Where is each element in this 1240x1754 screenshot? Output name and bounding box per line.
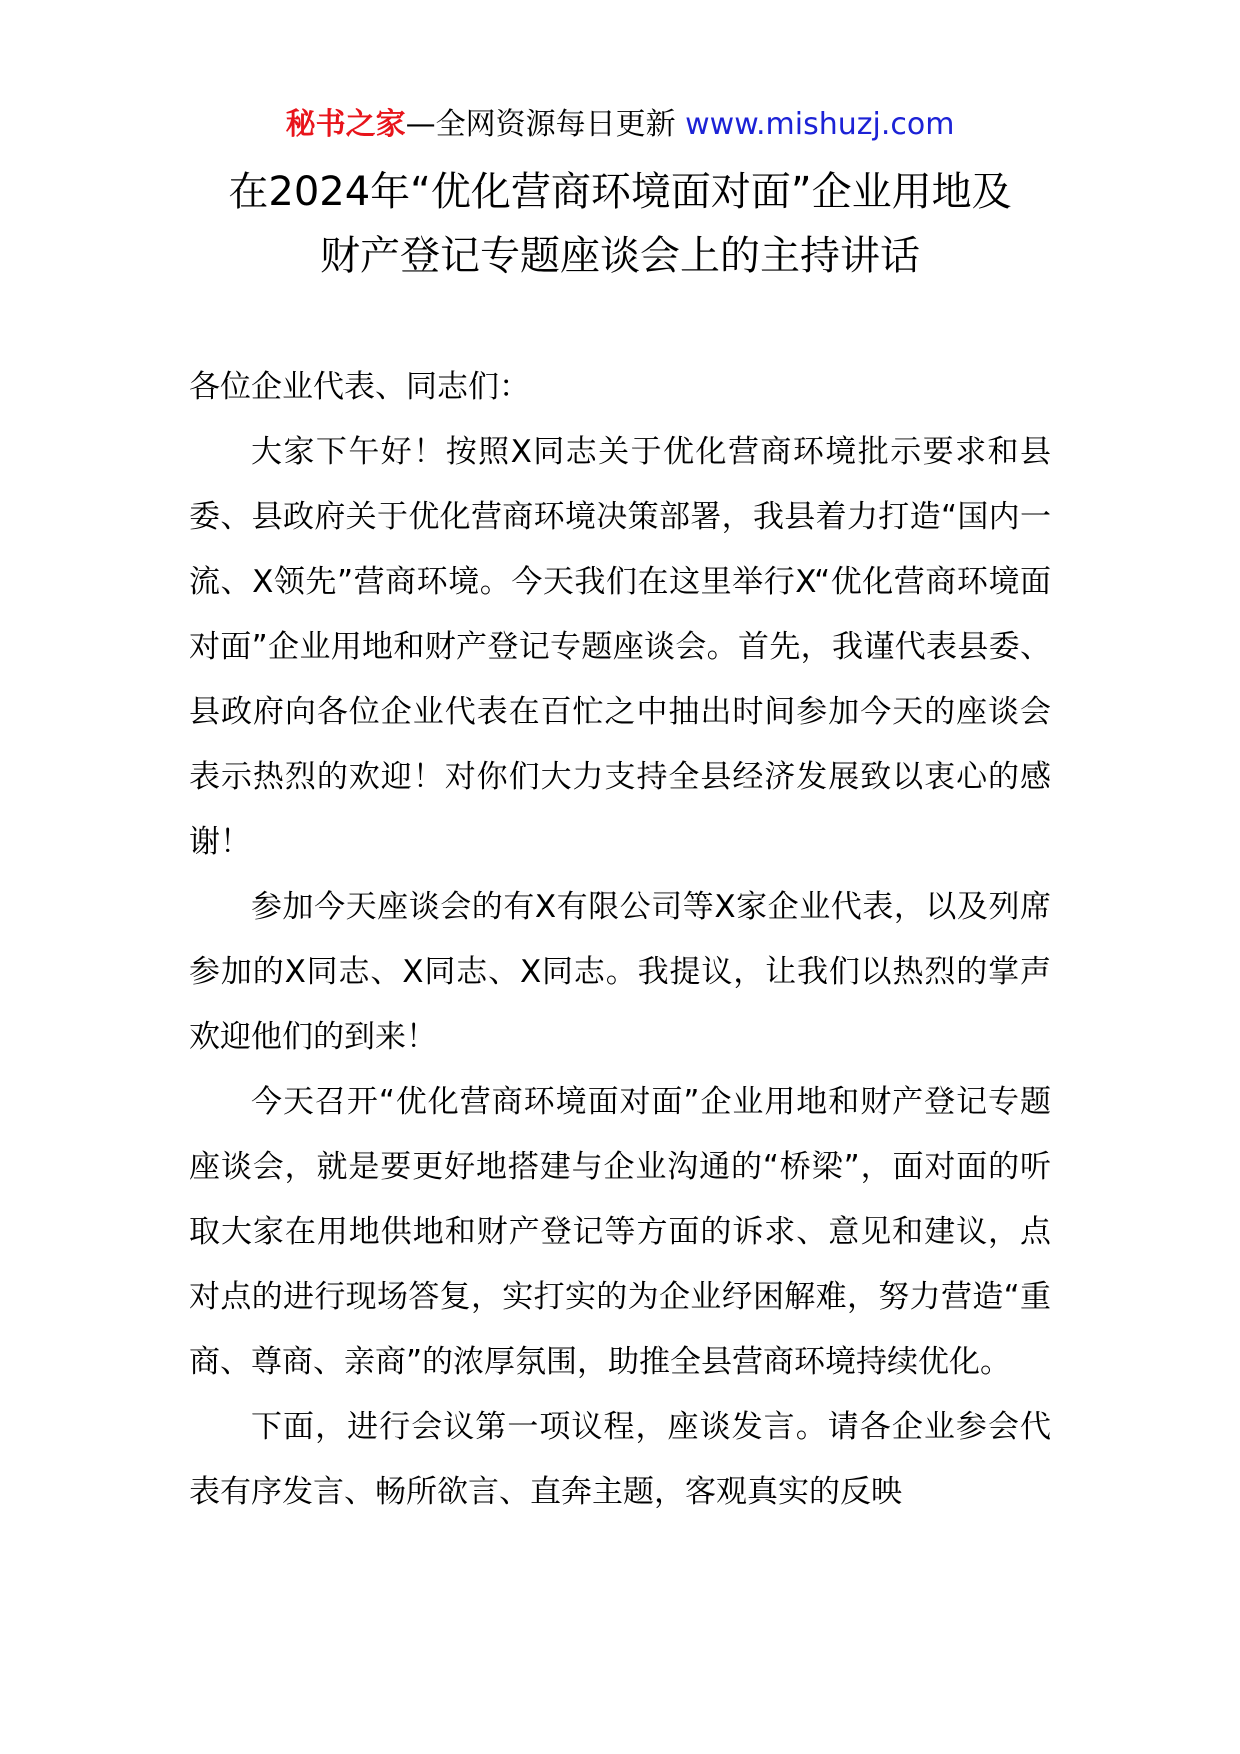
site-url-link[interactable]: www.mishuzj.com <box>685 107 955 142</box>
brand-tagline: —全网资源每日更新 <box>405 107 676 142</box>
paragraph: 大家下午好！按照X同志关于优化营商环境批示要求和县委、县政府关于优化营商环境决策部署，我县着力打造“国内一流、X领先”营商环境。今天我们在这里举行X“优化营商环境面对面”企业用地和财产登记专题座谈会。首先，我谨代表县委、县政府向各位企业代表在百忙之中抽出时间参加今天的座谈会表示热烈的欢迎！对你们大力支持全县经济发展致以衷心的感谢！ <box>189 434 1051 860</box>
site-banner <box>0 100 1240 150</box>
paragraph: 参加今天座谈会的有X有限公司等X家企业代表，以及列席参加的X同志、X同志、X同志。我提议，让我们以热烈的掌声欢迎他们的到来！ <box>189 889 1051 1055</box>
brand-name: 秘书之家 <box>285 107 406 142</box>
title-line-2: 财产登记专题座谈会上的主持讲话 <box>320 233 920 279</box>
document-title <box>150 160 1090 288</box>
paragraph: 今天召开“优化营商环境面对面”企业用地和财产登记专题座谈会，就是要更好地搭建与企业沟通的“桥梁”，面对面的听取大家在用地供地和财产登记等方面的诉求、意见和建议，点对点的进行现场答复，实打实的为企业纾困解难，努力营造“重商、尊商、亲商”的浓厚氛围，助推全县营商环境持续优化。 <box>189 1084 1051 1380</box>
salutation: 各位企业代表、同志们： <box>189 369 530 405</box>
paragraph: 下面，进行会议第一项议程，座谈发言。请各企业参会代表有序发言、畅所欲言、直奔主题，客观真实的反映 <box>189 1409 1051 1510</box>
document-body <box>189 355 1051 1525</box>
title-line-1: 在2024年“优化营商环境面对面”企业用地及 <box>228 169 1012 215</box>
